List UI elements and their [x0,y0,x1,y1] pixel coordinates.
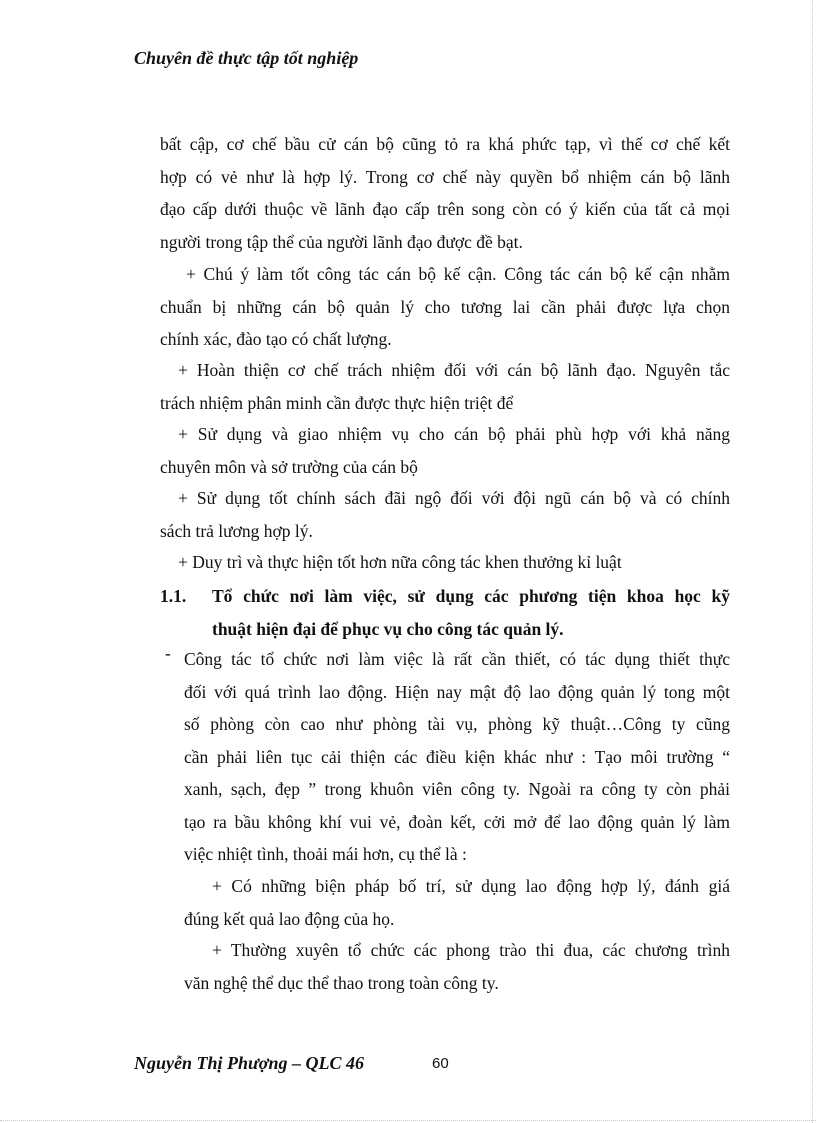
text-line: đối với quá trình lao động. Hiện nay mật độ lao động quản lý tong một [184,681,730,702]
text-line: + Có những biện pháp bố trí, sử dụng lao động hợp lý, đánh giá [212,876,730,896]
paragraph-2 [160,258,730,356]
text-line: hợp có vẻ như là hợp lý. Trong cơ chế này quyền bổ nhiệm cán bộ lãnh [160,166,730,187]
bottom-border [0,1120,816,1121]
text-line: + Sử dụng và giao nhiệm vụ cho cán bộ phải phù hợp với khả năng [178,424,730,444]
text-line: trách nhiệm phân minh cần được thực hiện triệt để [160,392,514,413]
paragraph-3 [160,354,730,419]
document-header-title: Chuyên đề thực tập tốt nghiệp [134,48,359,68]
text-line: chuẩn bị những cán bộ quản lý cho tương lai cần phải được lựa chọn [160,296,730,317]
text-line: người trong tập thể của người lãnh đạo được đề bạt. [160,231,523,252]
text-line: + Sử dụng tốt chính sách đãi ngộ đối với đội ngũ cán bộ và có chính [178,488,730,508]
text-line: chuyên môn và sở trường của cán bộ [160,456,418,477]
section-title [212,580,730,645]
text-line: số phòng còn cao như phòng tài vụ, phòng kỹ thuật…Công ty cũng [184,714,730,734]
sub-item-1 [184,870,730,935]
section-title-line: thuật hiện đại để phục vụ cho công tác quản lý. [212,618,564,639]
section-heading [160,580,730,646]
paragraph-6 [160,546,730,579]
text-line: việc nhiệt tình, thoải mái hơn, cụ thể là : [184,844,467,864]
text-line: + Duy trì và thực hiện tốt hơn nữa công tác khen thưởng kỉ luật [178,552,622,572]
text-line: đúng kết quả lao động của họ. [184,908,395,929]
sub-item-2 [184,934,730,999]
text-line: văn nghệ thể dục thể thao trong toàn công ty. [184,972,499,993]
section-number: 1.1. [160,586,187,606]
page-number: 60 [432,1055,449,1072]
paragraph-1 [160,128,730,258]
bullet-marker: - [165,643,171,663]
text-line: sách trả lương hợp lý. [160,520,313,541]
paragraph-4 [160,418,730,483]
text-line: Công tác tổ chức nơi làm việc là rất cần thiết, có tác dụng thiết thực [184,649,730,669]
text-line: tạo ra bầu không khí vui vẻ, đoàn kết, cởi mở để lao động quản lý làm [184,811,730,832]
right-border [812,0,813,1123]
text-line: chính xác, đào tạo có chất lượng. [160,329,392,349]
section-title-line: Tổ chức nơi làm việc, sử dụng các phương tiện khoa học kỹ [212,586,730,606]
text-line: + Chú ý làm tốt công tác cán bộ kế cận. Công tác cán bộ kế cận nhằm [186,264,730,284]
text-line: cần phải liên tục cải thiện các điều kiện khác như : Tạo môi trường “ [184,746,730,767]
text-line: đạo cấp dưới thuộc về lãnh đạo cấp trên song còn có ý kiến của tất cả mọi [160,199,730,219]
text-line: bất cập, cơ chế bầu cử cán bộ cũng tỏ ra khá phức tạp, vì thế cơ chế kết [160,134,730,154]
bullet-paragraph [184,643,730,871]
text-line: + Hoàn thiện cơ chế trách nhiệm đối với cán bộ lãnh đạo. Nguyên tắc [178,360,730,380]
text-line: + Thường xuyên tổ chức các phong trào thi đua, các chương trình [212,940,730,960]
paragraph-5 [160,482,730,547]
text-line: xanh, sạch, đẹp ” trong khuôn viên công ty. Ngoài ra công ty còn phải [184,779,730,799]
footer-author: Nguyễn Thị Phượng – QLC 46 [134,1053,364,1073]
